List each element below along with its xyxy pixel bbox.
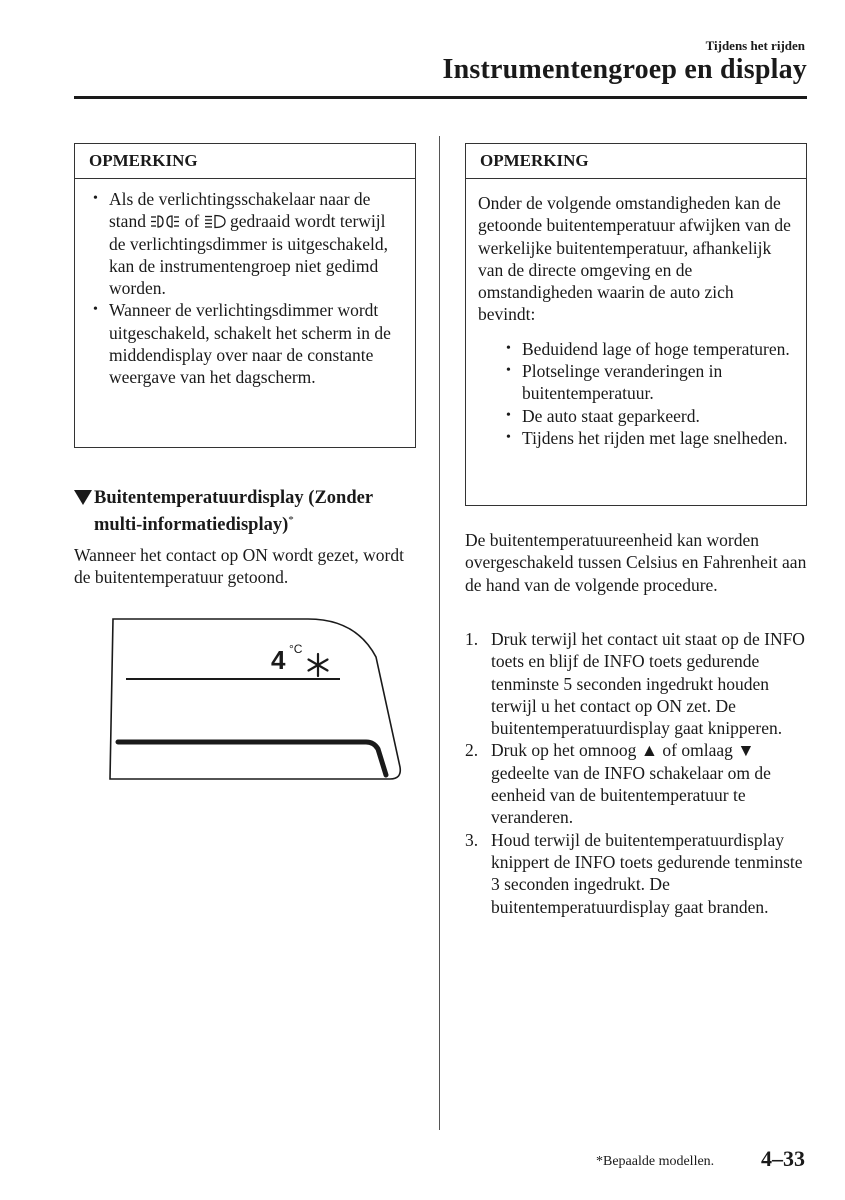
step-text: Houd terwijl de buitentemperatuurdisplay knippert de INFO toets gedurende tenminste 3 seconden ingedrukt. De buitentemperatuurdisplay gaat branden. <box>491 829 803 917</box>
note-condition-item: • Tijdens het rijden met lage snelheden. <box>500 427 794 449</box>
temperature-display-illustration <box>108 617 408 785</box>
note-box-lighting <box>74 143 416 448</box>
section-heading <box>74 487 422 536</box>
up-arrow-icon: ▲ <box>640 740 659 761</box>
note-body <box>466 179 806 459</box>
note-bullet-dimmer-switch <box>87 188 403 299</box>
note-box-temperature <box>465 143 807 506</box>
note-body <box>75 179 415 399</box>
step-text: of omlaag <box>662 740 733 761</box>
step-number: 2. <box>465 740 479 761</box>
footnote: *Bepaalde modellen. <box>596 1154 715 1169</box>
step-number: 3. <box>465 829 479 850</box>
procedure-steps <box>465 628 810 918</box>
note-heading: OPMERKING <box>466 144 806 179</box>
temperature-value: 4 <box>271 645 286 675</box>
header-rule <box>74 96 807 99</box>
header-section-label: Tijdens het rijden <box>705 38 805 53</box>
column-divider <box>439 136 440 1130</box>
note-text-connector: of <box>184 211 200 232</box>
note-condition-item: • Plotselinge veranderingen in buitentemperatuur. <box>500 360 794 405</box>
procedure-step <box>465 739 810 828</box>
section-body: Wanneer het contact op ON wordt gezet, wordt de buitentemperatuur getoond. <box>74 545 404 588</box>
down-arrow-icon: ▼ <box>737 740 755 761</box>
note-bullet-display: • Wanneer de verlichtingsdimmer wordt uitgeschakeld, schakelt het scherm in de middendisplay over naar de constante weergave van het dagscherm. <box>87 299 403 388</box>
step-text: Druk terwijl het contact uit staat op de INFO toets en blijf de INFO toets gedurende tenminste 5 seconden ingedrukt houden terwijl u het contact op ON zet. De buitentemperatuurdisplay gaat knipperen. <box>491 629 805 739</box>
temperature-unit: °C <box>289 642 303 656</box>
page-title: Instrumentengroep en display <box>442 54 807 85</box>
step-text: gedeelte van de INFO schakelaar om de eenheid van de buitentemperatuur te veranderen. <box>491 762 771 828</box>
procedure-step <box>465 829 810 918</box>
step-number: 1. <box>465 629 479 649</box>
parking-lights-icon <box>150 214 180 229</box>
step-text: Druk op het omnoog <box>491 740 637 761</box>
note-text: Als de verlichtingsschakelaar naar de stand <box>109 189 371 232</box>
section-triangle-icon <box>74 490 92 505</box>
page-number: 4–33 <box>761 1146 805 1171</box>
snowflake-icon <box>309 654 328 676</box>
note-heading: OPMERKING <box>75 144 415 179</box>
section-heading-text: Buitentemperatuurdisplay (Zonder multi-informatiedisplay) <box>94 488 373 535</box>
note-condition-item: • De auto staat geparkeerd. <box>500 405 794 427</box>
note-text: gedraaid wordt terwijl de verlichtingsdimmer is uitgeschakeld, kan de instrumentengroep niet gedimd worden. <box>109 211 388 299</box>
unit-switch-intro: De buitentemperatuureenheid kan worden overgeschakeld tussen Celsius en Fahrenheit aan de hand van de volgende procedure. <box>465 530 807 595</box>
headlight-icon <box>204 214 226 229</box>
procedure-step <box>465 628 810 739</box>
footnote-marker: * <box>288 514 294 526</box>
note-intro: Onder de volgende omstandigheden kan de getoonde buitentemperatuur afwijken van de werkelijke buitentemperatuur, afhankelijk van de directe omgeving en de omstandigheden waarin de auto zich bevindt: <box>478 193 791 325</box>
note-condition-item: • Beduidend lage of hoge temperaturen. <box>500 338 794 360</box>
